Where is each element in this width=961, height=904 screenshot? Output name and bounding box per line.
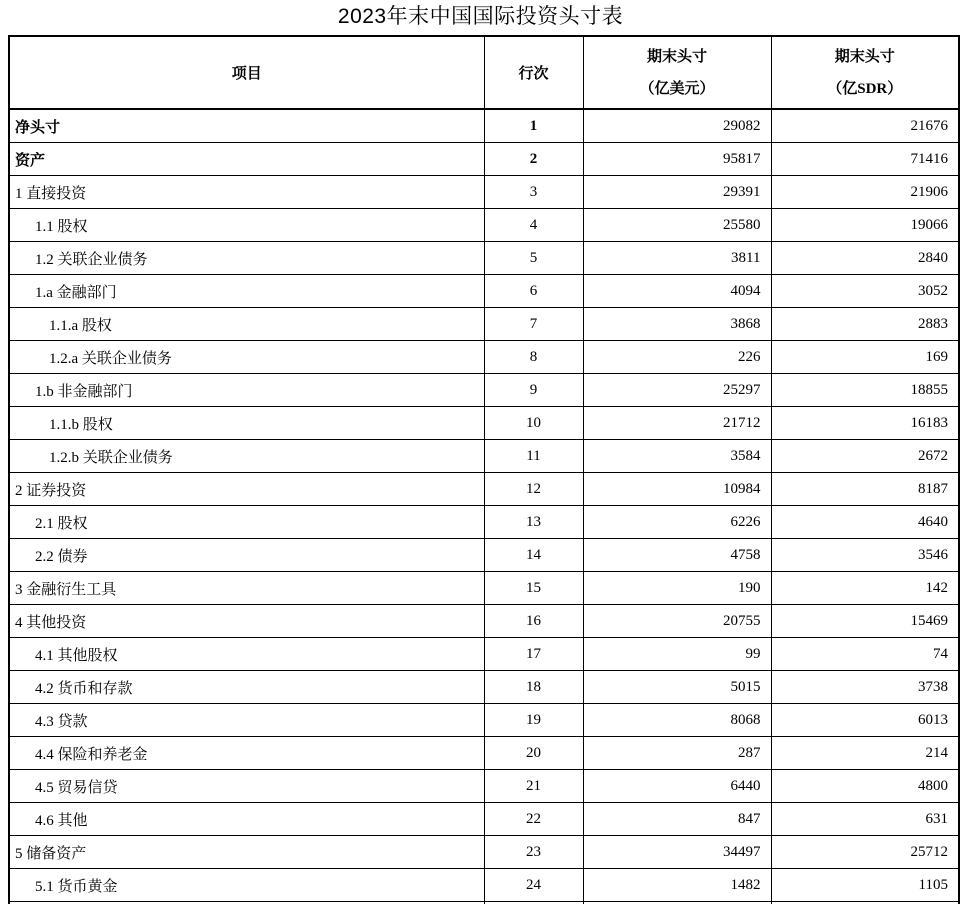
sdr-cell: 142 [771,572,959,605]
header-sdr-line1: 期末头寸 [834,48,895,65]
item-cell: 5.1 货币黄金 [9,869,484,902]
table-row [9,242,959,275]
usd-cell: 34497 [583,836,771,869]
table-row [9,869,959,902]
line-cell: 2 [484,143,583,176]
line-cell: 3 [484,176,583,209]
table-row [9,308,959,341]
sdr-cell: 15469 [771,605,959,638]
line-cell: 23 [484,836,583,869]
item-cell: 1.1 股权 [9,209,484,242]
usd-cell: 1482 [583,869,771,902]
sdr-cell: 18855 [771,374,959,407]
usd-cell: 5015 [583,671,771,704]
usd-cell: 29391 [583,176,771,209]
item-cell: 2.1 股权 [9,506,484,539]
usd-cell: 95817 [583,143,771,176]
line-cell: 19 [484,704,583,737]
line-cell: 7 [484,308,583,341]
usd-cell: 226 [583,341,771,374]
item-cell: 4.6 其他 [9,803,484,836]
sdr-cell: 6013 [771,704,959,737]
line-cell: 12 [484,473,583,506]
line-cell: 4 [484,209,583,242]
table-row [9,109,959,143]
sdr-cell: 4800 [771,770,959,803]
line-cell: 20 [484,737,583,770]
header-usd-line2: （亿美元） [639,80,715,97]
line-cell: 9 [484,374,583,407]
sdr-cell: 169 [771,341,959,374]
sdr-cell: 2840 [771,242,959,275]
usd-cell: 29082 [583,109,771,143]
item-cell: 3 金融衍生工具 [9,572,484,605]
item-cell: 1.b 非金融部门 [9,374,484,407]
usd-cell: 3868 [583,308,771,341]
table-row [9,506,959,539]
item-cell: 1.2.a 关联企业债务 [9,341,484,374]
line-cell: 5 [484,242,583,275]
table-row [9,275,959,308]
item-cell: 4 其他投资 [9,605,484,638]
usd-cell: 6226 [583,506,771,539]
table-row [9,605,959,638]
header-item: 项目 [9,36,484,109]
sdr-cell: 3546 [771,539,959,572]
table-row [9,143,959,176]
line-cell: 24 [484,869,583,902]
header-usd [583,36,771,109]
table-row [9,770,959,803]
table-row [9,671,959,704]
line-cell: 1 [484,109,583,143]
header-sdr [771,36,959,109]
sdr-cell: 214 [771,737,959,770]
item-cell: 5 储备资产 [9,836,484,869]
table-row [9,374,959,407]
sdr-cell: 1105 [771,869,959,902]
header-sdr-line2: （亿SDR） [827,80,903,97]
table-row [9,539,959,572]
line-cell: 10 [484,407,583,440]
table-row [9,704,959,737]
sdr-cell: 2883 [771,308,959,341]
line-cell: 15 [484,572,583,605]
usd-cell: 3811 [583,242,771,275]
line-cell: 21 [484,770,583,803]
line-cell: 6 [484,275,583,308]
usd-cell: 21712 [583,407,771,440]
line-cell: 8 [484,341,583,374]
sdr-cell: 71416 [771,143,959,176]
table-row [9,407,959,440]
usd-cell: 20755 [583,605,771,638]
line-cell: 16 [484,605,583,638]
table-row [9,737,959,770]
line-cell: 14 [484,539,583,572]
usd-cell: 4758 [583,539,771,572]
item-cell: 资产 [9,143,484,176]
item-cell: 1.a 金融部门 [9,275,484,308]
usd-cell: 25297 [583,374,771,407]
item-cell: 1.1.b 股权 [9,407,484,440]
item-cell: 1.2 关联企业债务 [9,242,484,275]
item-cell: 1 直接投资 [9,176,484,209]
item-cell: 4.3 贷款 [9,704,484,737]
sdr-cell: 8187 [771,473,959,506]
sdr-cell: 19066 [771,209,959,242]
item-cell: 2 证券投资 [9,473,484,506]
line-cell: 18 [484,671,583,704]
table-row [9,638,959,671]
item-cell: 2.2 债券 [9,539,484,572]
line-cell: 22 [484,803,583,836]
header-row [9,36,959,109]
table-row [9,176,959,209]
usd-cell: 25580 [583,209,771,242]
table-row [9,341,959,374]
sdr-cell: 2672 [771,440,959,473]
usd-cell: 99 [583,638,771,671]
sdr-cell: 16183 [771,407,959,440]
line-cell: 17 [484,638,583,671]
sdr-cell: 631 [771,803,959,836]
table-row [9,836,959,869]
header-usd-line1: 期末头寸 [646,48,707,65]
item-cell: 1.1.a 股权 [9,308,484,341]
iip-table [8,35,960,904]
sdr-cell: 74 [771,638,959,671]
sdr-cell: 21906 [771,176,959,209]
item-cell: 4.1 其他股权 [9,638,484,671]
usd-cell: 6440 [583,770,771,803]
table-row [9,572,959,605]
table-header [9,36,959,109]
usd-cell: 10984 [583,473,771,506]
sdr-cell: 4640 [771,506,959,539]
item-cell: 4.4 保险和养老金 [9,737,484,770]
usd-cell: 287 [583,737,771,770]
table-row [9,209,959,242]
line-cell: 11 [484,440,583,473]
item-cell: 4.5 贸易信贷 [9,770,484,803]
sdr-cell: 3052 [771,275,959,308]
item-cell: 1.2.b 关联企业债务 [9,440,484,473]
sdr-cell: 3738 [771,671,959,704]
sdr-cell: 21676 [771,109,959,143]
table-row [9,440,959,473]
usd-cell: 8068 [583,704,771,737]
table-row [9,473,959,506]
table-row [9,803,959,836]
item-cell: 4.2 货币和存款 [9,671,484,704]
usd-cell: 847 [583,803,771,836]
table-body [9,109,959,904]
header-line: 行次 [484,36,583,109]
sdr-cell: 25712 [771,836,959,869]
usd-cell: 190 [583,572,771,605]
line-cell: 13 [484,506,583,539]
usd-cell: 3584 [583,440,771,473]
usd-cell: 4094 [583,275,771,308]
page-title: 2023年末中国国际投资头寸表 [337,5,624,28]
item-cell: 净头寸 [9,109,484,143]
